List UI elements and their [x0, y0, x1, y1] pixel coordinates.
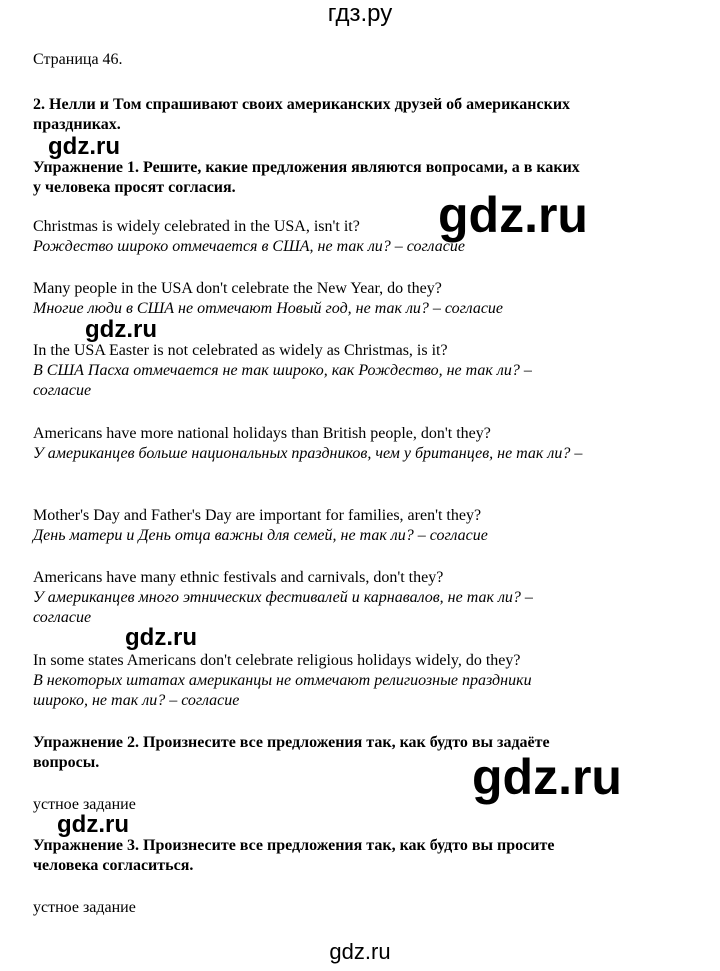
sentence-en-7: In some states Americans don't celebrate religious holidays widely, do they?	[33, 652, 521, 669]
sentence-ru-2: Многие люди в США не отмечают Новый год, не так ли? – согласие	[33, 300, 504, 317]
task-heading-line-2: праздниках.	[33, 116, 121, 133]
exercise1-title-line-1: Упражнение 1. Решите, какие предложения являются вопросами, а в каких	[33, 159, 580, 176]
sentence-en-1: Christmas is widely celebrated in the USA, isn't it?	[33, 218, 360, 235]
exercise3-answer: устное задание	[33, 899, 136, 916]
sentence-en-4: Americans have more national holidays than British people, don't they?	[33, 425, 491, 442]
watermark: gdz.ru	[438, 187, 588, 243]
exercise2-answer: устное задание	[33, 796, 136, 813]
sentence-en-6: Americans have many ethnic festivals and carnivals, don't they?	[33, 569, 444, 586]
watermark: gdz.ru	[472, 749, 622, 805]
site-header: гдз.ру	[327, 0, 393, 27]
sentence-ru-6: У американцев много этнических фестивалей и карнавалов, не так ли? –	[33, 589, 533, 606]
sentence-en-2: Many people in the USA don't celebrate the New Year, do they?	[33, 280, 442, 297]
sentence-ru-5: День матери и День отца важны для семей, не так ли? – согласие	[33, 527, 488, 544]
exercise1-title-line-2: у человека просят согласия.	[33, 179, 236, 196]
task-heading-line-1: 2. Нелли и Том спрашивают своих американских друзей об американских	[33, 96, 571, 113]
page-number: Страница 46.	[33, 51, 123, 68]
sentence-en-3: In the USA Easter is not celebrated as widely as Christmas, is it?	[33, 342, 448, 359]
watermark: gdz.ru	[57, 811, 129, 838]
exercise3-title-line-1: Упражнение 3. Произнесите все предложения так, как будто вы просите	[33, 837, 555, 854]
exercise2-title-line-2: вопросы.	[33, 754, 100, 771]
watermark: gdz.ru	[125, 624, 197, 651]
sentence-en-5: Mother's Day and Father's Day are important for families, aren't they?	[33, 507, 482, 524]
watermark: gdz.ru	[48, 133, 120, 160]
sentence-ru-4: У американцев больше национальных праздников, чем у британцев, не так ли? –	[33, 445, 583, 462]
sentence-ru-7-cont: широко, не так ли? – согласие	[33, 692, 240, 709]
watermark: gdz.ru	[85, 316, 157, 343]
sentence-ru-1: Рождество широко отмечается в США, не так ли? – согласие	[33, 238, 465, 255]
site-footer: gdz.ru	[329, 939, 391, 964]
sentence-ru-6-cont: согласие	[33, 609, 92, 626]
exercise2-title-line-1: Упражнение 2. Произнесите все предложения так, как будто вы задаёте	[33, 734, 550, 751]
exercise3-title-line-2: человека согласиться.	[33, 857, 194, 874]
sentence-ru-3: В США Пасха отмечается не так широко, как Рождество, не так ли? –	[33, 362, 532, 379]
sentence-ru-7: В некоторых штатах американцы не отмечают религиозные праздники	[33, 672, 532, 689]
sentence-ru-3-cont: согласие	[33, 382, 92, 399]
